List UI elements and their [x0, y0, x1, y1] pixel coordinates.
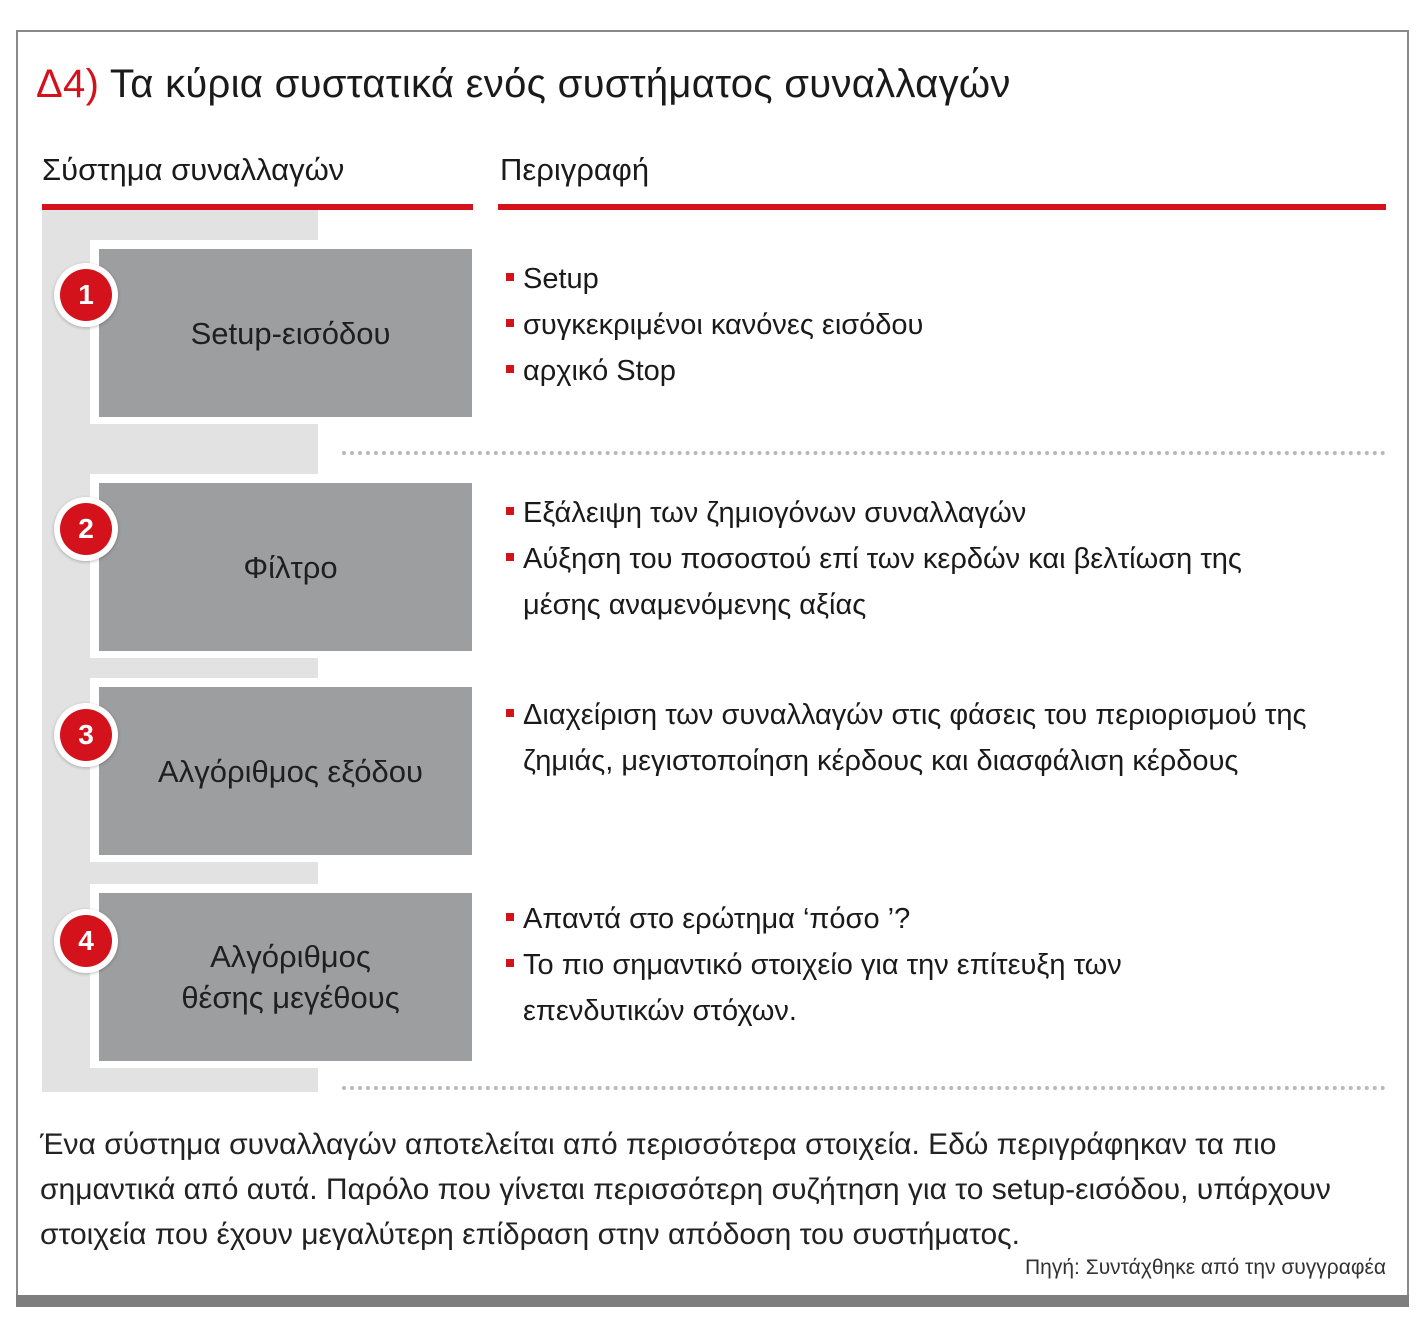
step-4-badge: [54, 909, 118, 973]
step-1-box: [99, 249, 472, 417]
summary-text: Ένα σύστημα συναλλαγών αποτελείται από περισσότερα στοιχεία. Εδώ περιγράφηκαν τα πιο σημαντικά από αυτά. Παρόλο που γίνεται περισσότερη συζήτηση για το setup-εισόδου, υπάρχουν στοιχεία που έχουν μεγαλύτερη επίδραση στην απόδοση του συστήματος.: [40, 1128, 1331, 1251]
step-4-number: 4: [60, 915, 112, 967]
step-4-label-line1: Αλγόριθμος: [210, 939, 371, 974]
bullet-text: αρχικό Stop: [523, 355, 676, 387]
list-item: [506, 348, 1366, 394]
figure-title: [36, 62, 1011, 107]
column-header-description: Περιγραφή: [500, 152, 650, 187]
bullet-text: Διαχείριση των συναλλαγών στις φάσεις του περιορισμού της ζημιάς, μεγιστοποίηση κέρδους και διασφάλιση κέρδους: [523, 699, 1307, 777]
bullet-text: Απαντά στο ερώτημα ‘πόσο ’?: [523, 903, 911, 935]
list-item: [506, 490, 1366, 536]
bullet-text: συγκεκριμένοι κανόνες εισόδου: [523, 309, 924, 341]
source-note: Πηγή: Συντάχθηκε από την συγγραφέα: [1025, 1256, 1386, 1279]
bullet-text: Εξάλειψη των ζημιογόνων συναλλαγών: [523, 497, 1027, 529]
dotted-separator: [342, 1086, 1386, 1090]
bullet-text: Setup: [523, 263, 599, 295]
step-3-badge: [54, 703, 118, 767]
step-2-badge: [54, 497, 118, 561]
header-rule-right: [498, 204, 1386, 210]
bullet-square-icon: [506, 365, 514, 373]
step-1-badge: [54, 263, 118, 327]
step-2-box: [99, 483, 472, 651]
step-3-box: [99, 687, 472, 855]
list-item: [506, 256, 1366, 302]
step-3-label: Αλγόριθμος εξόδου: [158, 753, 423, 789]
list-item: [506, 896, 1366, 942]
dotted-separator: [342, 451, 1386, 455]
step-2-number: 2: [60, 503, 112, 555]
step-3-description: [506, 692, 1366, 784]
bullet-square-icon: [506, 273, 514, 281]
bullet-square-icon: [506, 709, 514, 717]
step-4-description: [506, 896, 1366, 1034]
bottom-bar: [16, 1295, 1409, 1307]
bullet-square-icon: [506, 959, 514, 967]
list-item: [506, 536, 1323, 628]
list-item: [506, 302, 1366, 348]
bullet-text: Το πιο σημαντικό στοιχείο για την επίτευξη των επενδυτικών στόχων.: [523, 949, 1122, 1027]
step-1-number: 1: [60, 269, 112, 321]
list-item: [506, 942, 1283, 1034]
step-2-label: Φίλτρο: [243, 549, 338, 585]
step-1-label: Setup-εισόδου: [190, 315, 391, 351]
figure-number: Δ4): [36, 62, 100, 106]
bullet-text: Αύξηση του ποσοστού επί των κερδών και βελτίωση της μέσης αναμενόμενης αξίας: [523, 543, 1242, 621]
bullet-square-icon: [506, 507, 514, 515]
column-header-system: Σύστημα συναλλαγών: [42, 152, 345, 187]
bullet-square-icon: [506, 553, 514, 561]
step-3-number: 3: [60, 709, 112, 761]
list-item: [506, 692, 1313, 784]
step-4-label-line2: θέσης μεγέθους: [181, 980, 400, 1015]
bullet-square-icon: [506, 913, 514, 921]
step-2-description: [506, 490, 1366, 628]
step-4-box: [99, 893, 472, 1061]
figure-title-text: Τα κύρια συστατικά ενός συστήματος συναλλαγών: [109, 62, 1011, 106]
step-1-description: [506, 256, 1366, 394]
bullet-square-icon: [506, 319, 514, 327]
